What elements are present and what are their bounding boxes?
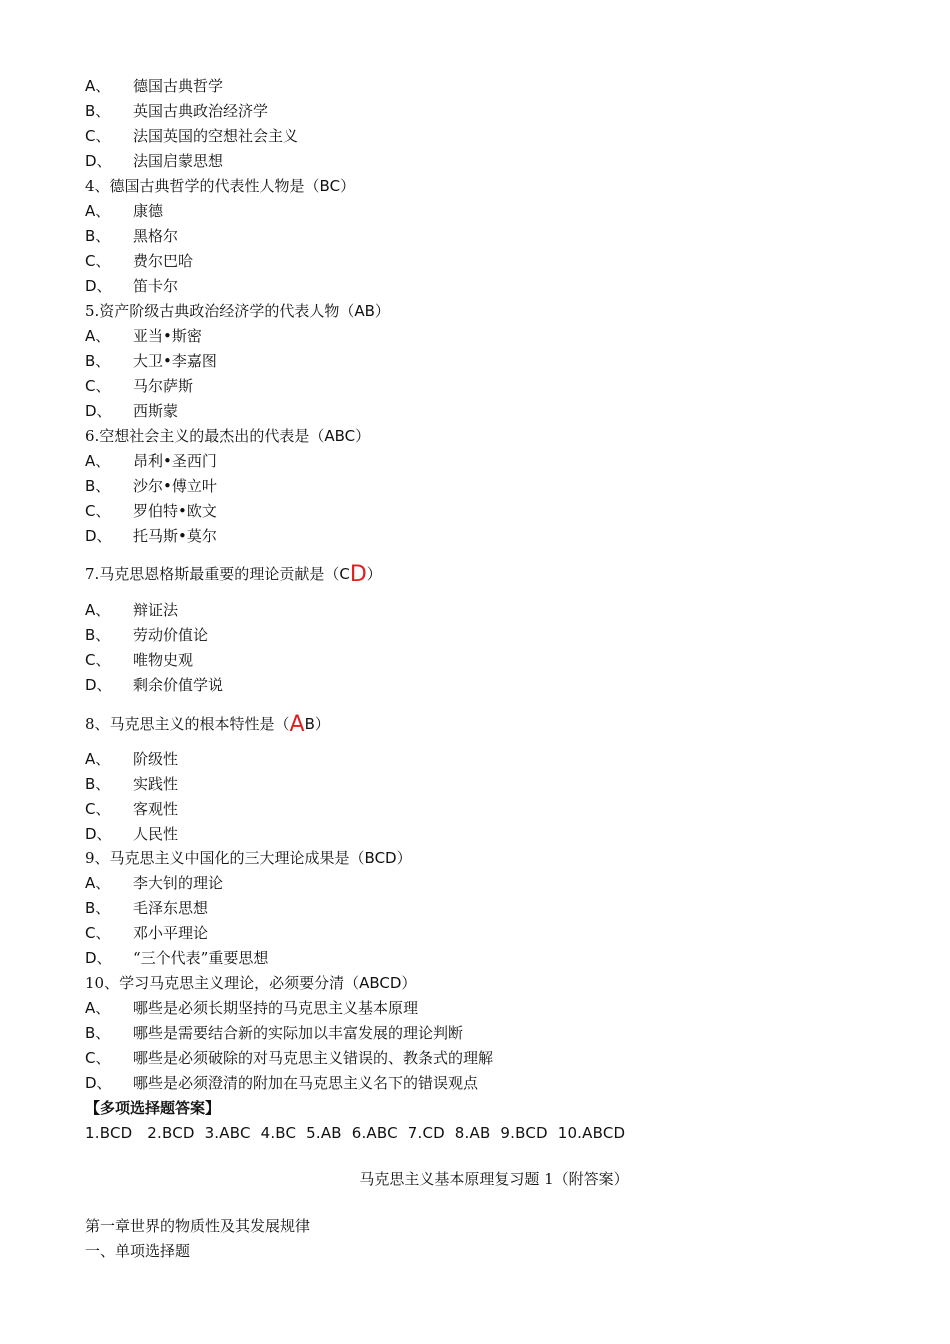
option-q4-c: C、 费尔巴哈: [85, 252, 194, 270]
option-q5-b: B、 大卫•李嘉图: [85, 352, 217, 370]
option-q7-b: B、 劳动价值论: [85, 626, 209, 644]
option-q8-d: D、 人民性: [85, 825, 179, 843]
option-q6-c: C、 罗伯特•欧文: [85, 502, 217, 520]
option-q4-d: D、 笛卡尔: [85, 277, 179, 295]
option-q3-c: C、 法国英国的空想社会主义: [85, 127, 299, 145]
question-8: 8、马克思主义的根本特性是（AB）: [85, 712, 330, 737]
part-title: 一、单项选择题: [85, 1242, 191, 1260]
option-q9-b: B、 毛泽东思想: [85, 899, 209, 917]
option-q6-b: B、 沙尔•傅立叶: [85, 477, 217, 495]
option-q4-b: B、 黑格尔: [85, 227, 179, 245]
option-q5-c: C、 马尔萨斯: [85, 377, 194, 395]
option-q7-c: C、 唯物史观: [85, 651, 194, 669]
option-q4-a: A、 康德: [85, 202, 164, 220]
option-q3-d: D、 法国启蒙思想: [85, 152, 224, 170]
option-q7-a: A、 辩证法: [85, 601, 179, 619]
question-5: 5.资产阶级古典政治经济学的代表人物（AB）: [85, 302, 390, 320]
question-10: 10、学习马克思主义理论，必须要分清（ABCD）: [85, 974, 417, 992]
answers-line: 1.BCD 2.BCD 3.ABC 4.BC 5.AB 6.ABC 7.CD 8.AB 9.BCD 10.ABCD: [85, 1124, 626, 1142]
question-6: 6.空想社会主义的最杰出的代表是（ABC）: [85, 427, 371, 445]
option-q8-a: A、 阶级性: [85, 750, 179, 768]
option-q7-d: D、 剩余价值学说: [85, 676, 224, 694]
option-q3-a: A、 德国古典哲学: [85, 77, 224, 95]
option-q8-b: B、 实践性: [85, 775, 179, 793]
question-9: 9、马克思主义中国化的三大理论成果是（BCD）: [85, 849, 412, 867]
answer-mark-red: A: [289, 712, 305, 737]
option-q9-a: A、 李大钊的理论: [85, 874, 224, 892]
question-7: 7.马克思恩格斯最重要的理论贡献是（CD）: [85, 562, 382, 587]
option-q9-d: D、 “三个代表”重要思想: [85, 949, 269, 967]
answers-heading: 【多项选择题答案】: [85, 1099, 221, 1117]
option-q6-d: D、 托马斯•莫尔: [85, 527, 217, 545]
answer-mark-red: D: [349, 562, 367, 587]
option-q3-b: B、 英国古典政治经济学: [85, 102, 269, 120]
section-title: 马克思主义基本原理复习题 1（附答案）: [359, 1170, 629, 1188]
option-q8-c: C、 客观性: [85, 800, 179, 818]
option-q5-d: D、 西斯蒙: [85, 402, 179, 420]
option-q10-d: D、 哪些是必须澄清的附加在马克思主义名下的错误观点: [85, 1074, 479, 1092]
chapter-title: 第一章世界的物质性及其发展规律: [85, 1217, 311, 1235]
question-4: 4、德国古典哲学的代表性人物是（BC）: [85, 177, 356, 195]
option-q10-a: A、 哪些是必须长期坚持的马克思主义基本原理: [85, 999, 419, 1017]
option-q9-c: C、 邓小平理论: [85, 924, 209, 942]
option-q6-a: A、 昂利•圣西门: [85, 452, 217, 470]
option-q10-b: B、 哪些是需要结合新的实际加以丰富发展的理论判断: [85, 1024, 464, 1042]
option-q5-a: A、 亚当•斯密: [85, 327, 202, 345]
option-q10-c: C、 哪些是必须破除的对马克思主义错误的、教条式的理解: [85, 1049, 494, 1067]
